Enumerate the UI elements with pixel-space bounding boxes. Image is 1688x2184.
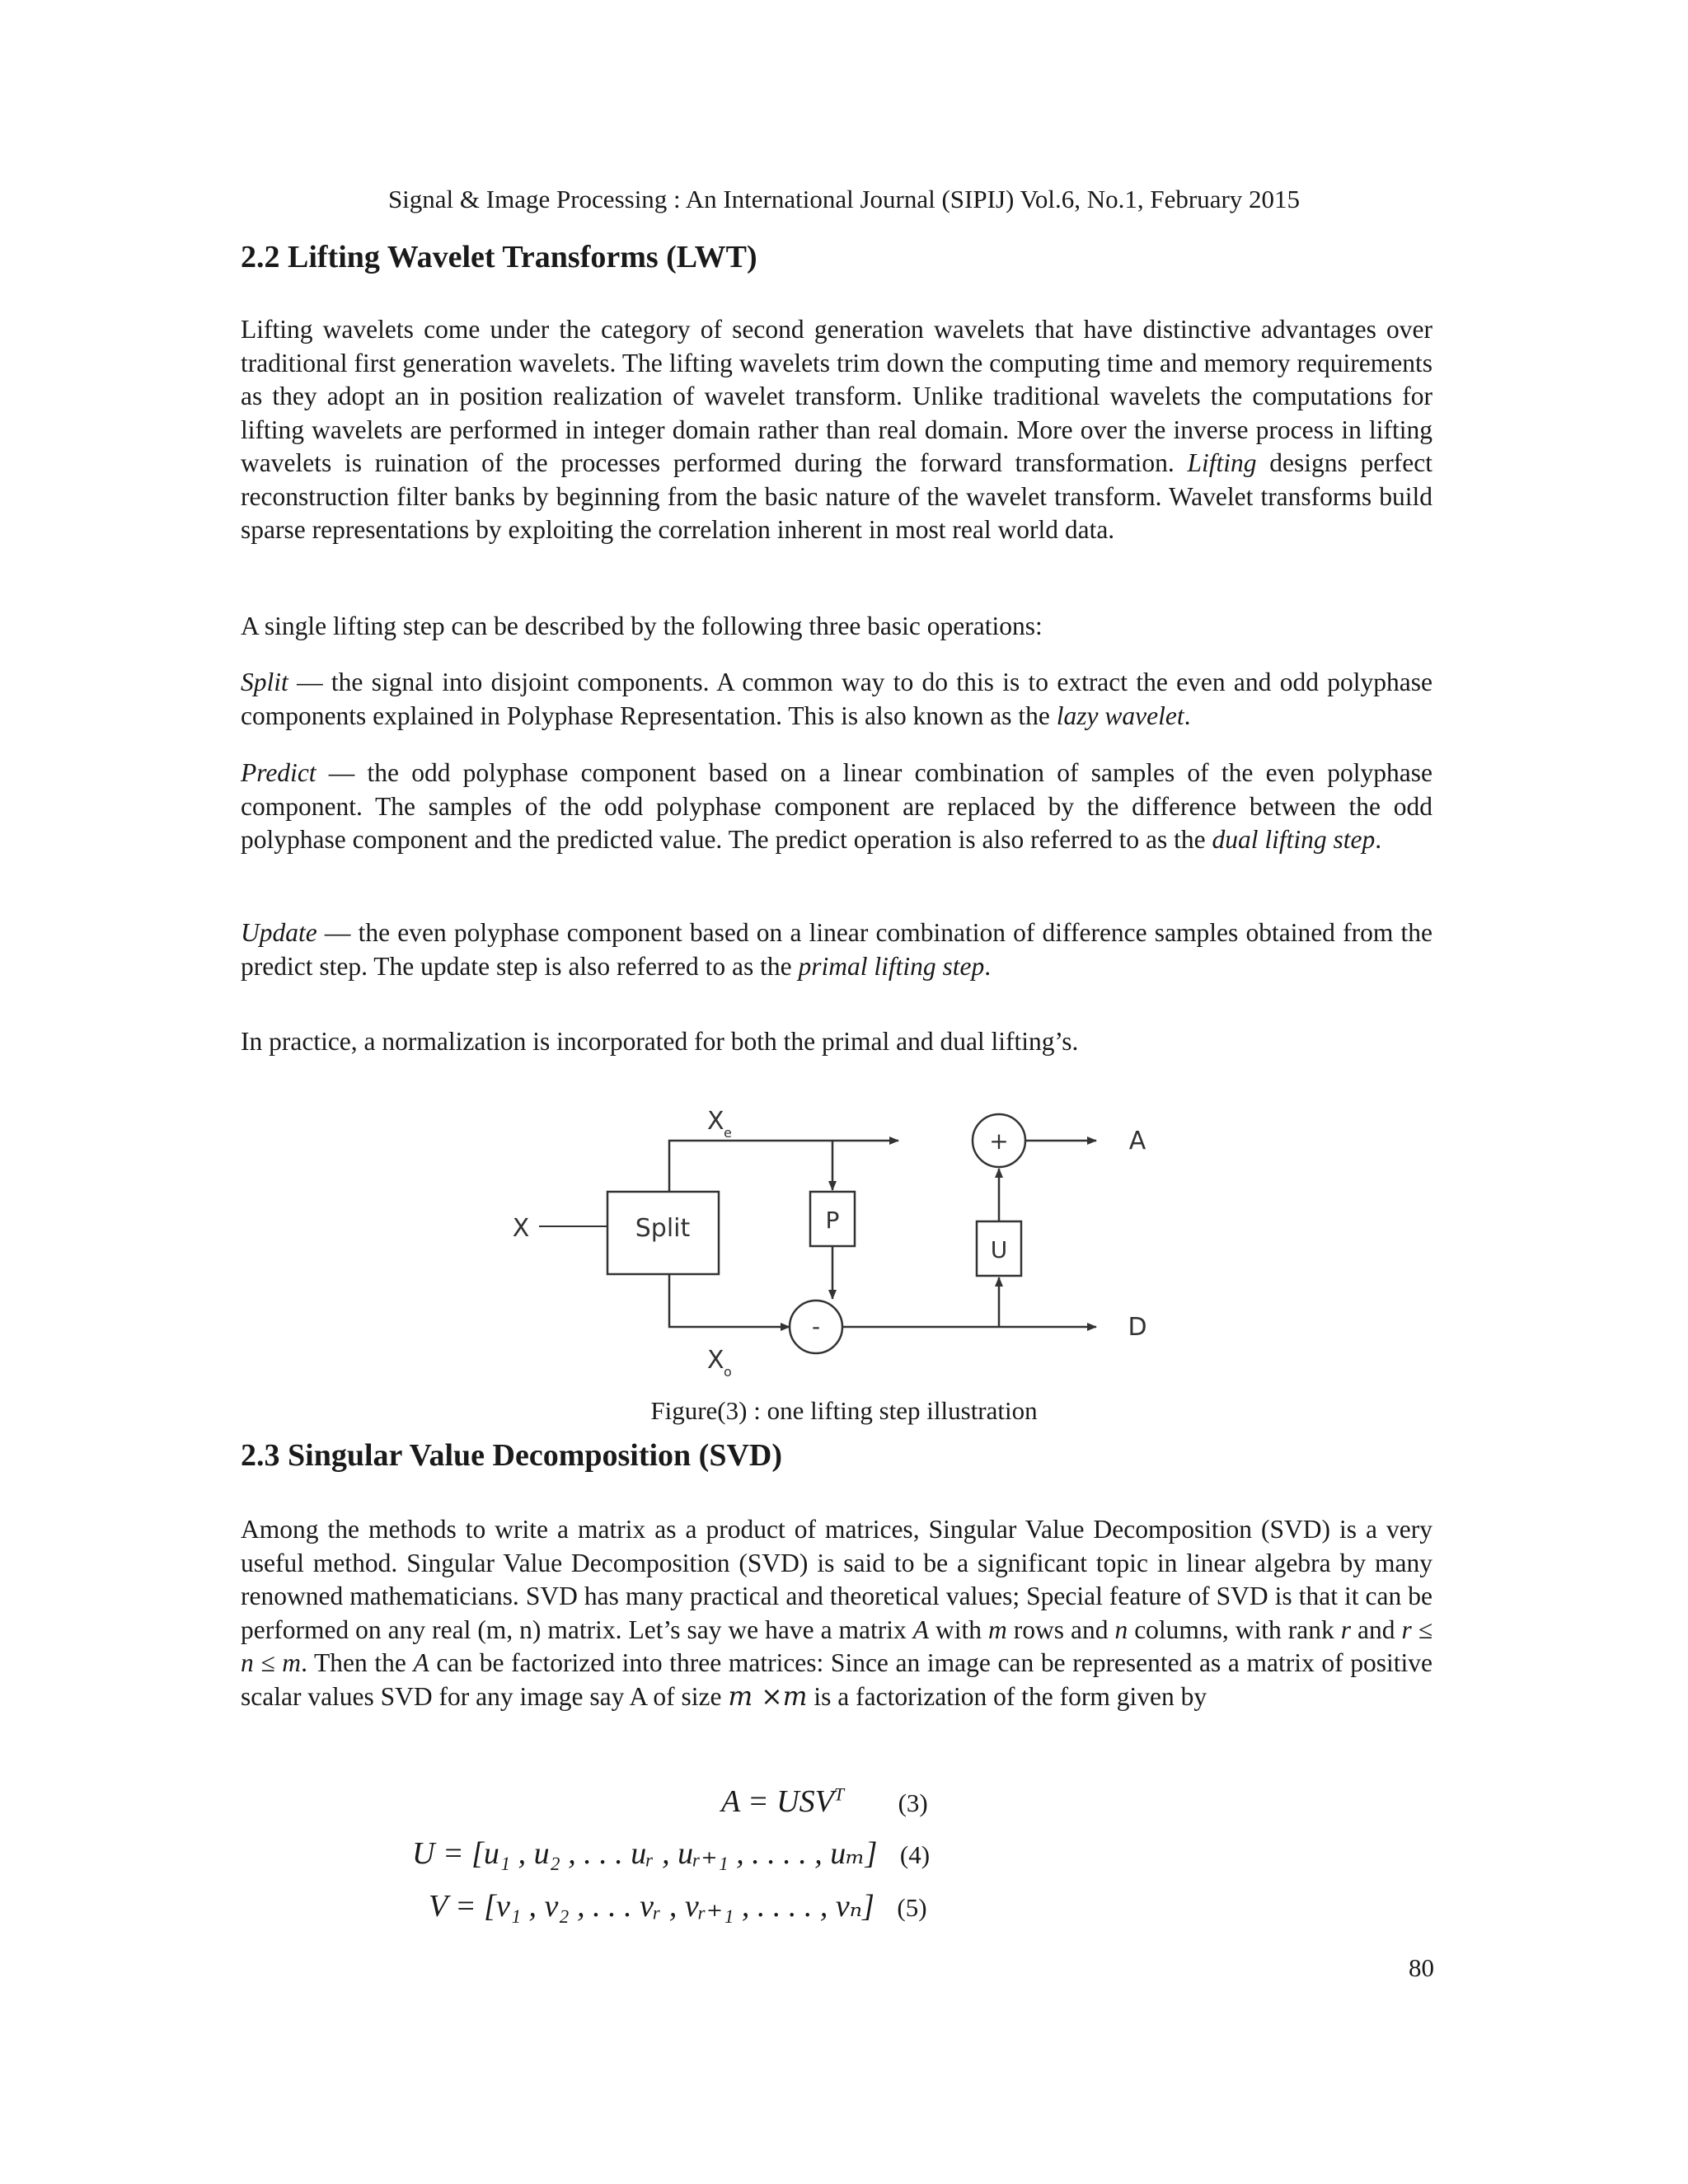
journal-header: Signal & Image Processing : An International Journal (SIPIJ) Vol.6, No.1, February 2015 — [387, 185, 1301, 213]
plus-label: + — [989, 1127, 1009, 1155]
even-sub-label: e — [724, 1125, 732, 1141]
minus-label: - — [811, 1313, 821, 1340]
figure-caption: Figure(3) : one lifting step illustration — [650, 1396, 1038, 1425]
lwt-paragraph-2: A single lifting step can be described by the following three basic operations: — [241, 612, 1043, 640]
odd-path — [669, 1274, 790, 1327]
update-definition: Update — the even polyphase component based on a linear combination of difference samples obtained from the predict step. The update step is also referred to as the primal lifting step. — [241, 918, 1432, 981]
output-a-label: A — [1128, 1127, 1146, 1155]
svd-paragraph: Among the methods to write a matrix as a product of matrices, Singular Value Decomposition (SVD) is a very useful method. Singular Value Decomposition (SVD) is said to be a significant topic in linear algebra by many renowned mathematicians. SVD has many practical and theoretical values; Special feature of SVD is that it can be performed on any real (m, n) matrix. Let’s say we have a matrix A with m rows and n columns, with rank r and r ≤ n ≤ m. Then the A can be factorized into three matrices: Since an image can be represented as a matrix of positive scalar values SVD for any image say A of size m ×m is a factorization of the form given by — [241, 1515, 1433, 1712]
split-definition: Split — the signal into disjoint components. A common way to do this is to extract the even and odd polyphase components explained in Polyphase Representation. This is also known as the lazy wavelet. — [241, 668, 1432, 730]
equation-4: U = [u₁ , u₂ , . . . uᵣ , uᵣ₊₁ , . . . . , uₘ] (4) — [412, 1836, 931, 1871]
even-path — [669, 1141, 898, 1192]
section-title-svd: 2.3 Singular Value Decomposition (SVD) — [241, 1438, 783, 1473]
even-x-label: X — [707, 1107, 724, 1136]
input-x-label: X — [512, 1214, 530, 1243]
update-label: U — [990, 1236, 1008, 1263]
equation-3: $A = USV^T$ (3) — [721, 1783, 928, 1819]
predict-label: P — [825, 1207, 840, 1234]
section-title-lwt: 2.2 Lifting Wavelet Transforms (LWT) — [241, 240, 757, 274]
normalization-paragraph: In practice, a normalization is incorporated for both the primal and dual lifting’s. — [241, 1027, 1079, 1056]
odd-sub-label: o — [724, 1364, 732, 1380]
odd-x-label: X — [707, 1346, 724, 1375]
lifting-step-diagram — [503, 1086, 1179, 1383]
equation-5: V = [v₁ , v₂ , . . . vᵣ , vᵣ₊₁ , . . . . , vₙ] (5) — [429, 1889, 927, 1924]
output-d-label: D — [1128, 1313, 1147, 1342]
split-label: Split — [635, 1214, 691, 1243]
predict-definition: Predict — the odd polyphase component based on a linear combination of samples of the even polyphase component. The samples of the odd polyphase component are replaced by the difference between the odd polyphase component and the predicted value. The predict operation is also referred to as the dual lifting step. — [241, 758, 1432, 854]
lwt-paragraph-1: Lifting wavelets come under the category of second generation wavelets that have distinctive advantages over traditional first generation wavelets. The lifting wavelets trim down the computing time and memory requirements as they adopt an in position realization of wavelet transform. Unlike traditional wavelets the computations for lifting wavelets are performed in integer domain rather than real domain. More over the inverse process in lifting wavelets is ruination of the processes performed during the forward transformation. Lifting designs perfect reconstruction filter banks by beginning from the basic nature of the wavelet transform. Wavelet transforms build sparse representations by exploiting the correlation inherent in most real world data. — [241, 315, 1432, 544]
page-number: 80 — [1409, 1953, 1434, 1982]
